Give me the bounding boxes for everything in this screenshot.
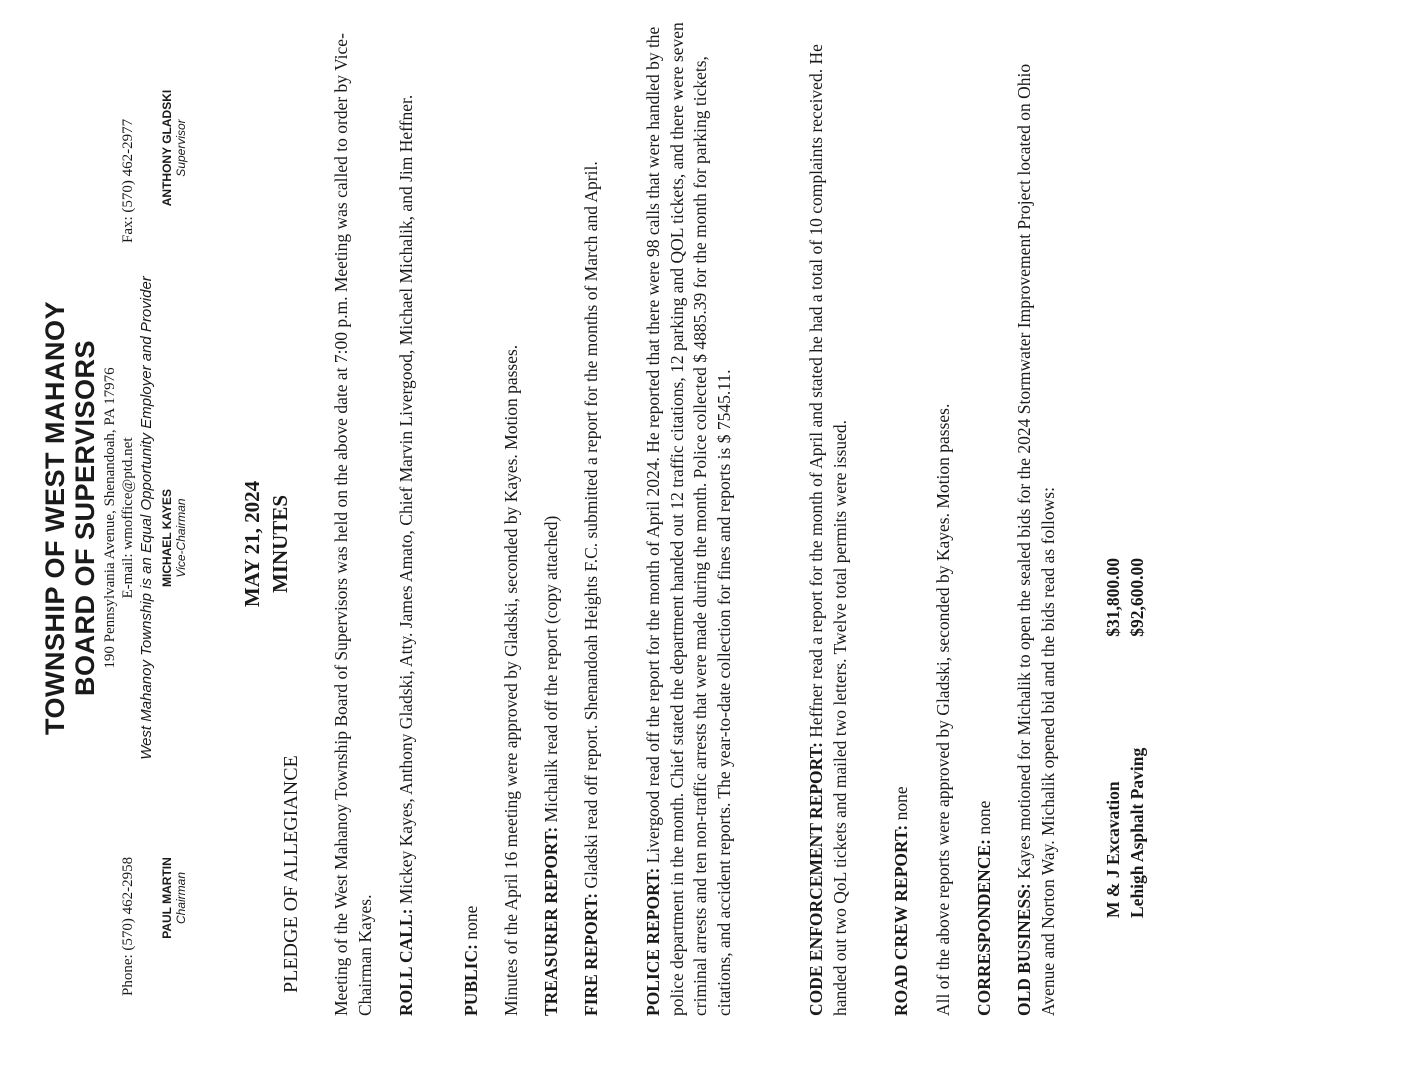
correspondence-text: none	[974, 800, 994, 840]
bidder-name: M & J Excavation	[1103, 781, 1123, 918]
pledge-of-allegiance: PLEDGE OF ALLEGIANCE	[280, 755, 302, 993]
police-label: POLICE REPORT:	[643, 867, 663, 1016]
minutes-heading: MINUTES	[268, 494, 292, 594]
road-crew-text: none	[891, 786, 911, 825]
officer-role: Vice-Chairman	[174, 498, 188, 578]
police-text: Livergood read off the report for the month of April 2024. He reported that there were 98 calls that were handled by the police department in the month. Chief stated the department handed out 12 traffic citations, 12 parking and QOL tickets, and there were seven criminal arrests and ten non-traffic arrests that were made during the month. Police collected $ 4885.39 for the month for parking tickets, citations, and accident reports. The year-to-date collection for fines and reports is $ 7545.11.	[643, 22, 734, 1016]
minutes-approval-paragraph: Minutes of the April 16 meeting were approved by Gladski, seconded by Kayes. Motion passes.	[501, 344, 521, 1016]
road-crew-label: ROAD CREW REPORT:	[891, 824, 911, 1016]
treasurer-label: TREASURER REPORT:	[541, 826, 561, 1016]
fax-number: Fax: (570) 462-2977	[120, 118, 136, 243]
old-business-label: OLD BUSINESS:	[1014, 883, 1034, 1016]
reports-approved-paragraph: All of the above reports were approved by Gladski, seconded by Kayes. Motion passes.	[933, 403, 953, 1016]
township-address: 190 Pennsylvania Avenue, Shenandoah, PA 17976	[102, 367, 118, 669]
code-enforcement-text: Heffner read a report for the month of April and stated he had a total of 10 complaints received. He handed out two QoL tickets and mailed two letters. Twelve total permits were issued.	[806, 44, 850, 1016]
letterhead-title	[40, 18, 100, 1018]
fire-label: FIRE REPORT:	[581, 892, 601, 1016]
road-crew-paragraph	[890, 16, 914, 1016]
eeo-statement: West Mahanoy Township is an Equal Opportunity Employer and Provider	[138, 276, 155, 760]
officer-name: ANTHONY GLADSKI	[160, 89, 174, 207]
old-business-text: Kayes motioned for Michalik to open the sealed bids for the 2024 Stormwater Improvement Project located on Ohio Avenue and Norton Way. Michalik opened bid and the bids read as follows:	[1014, 63, 1058, 1016]
fire-text: Gladski read off report. Shenandoah Heights F.C. submitted a report for the months of March and April.	[581, 161, 601, 893]
treasurer-text: Michalik read off the report (copy attached)	[541, 515, 561, 827]
township-name: TOWNSHIP OF WEST MAHANOY	[40, 301, 70, 736]
roll-call-label: ROLL CALL:	[396, 908, 416, 1016]
board-name: BOARD OF SUPERVISORS	[70, 339, 100, 697]
public-label: PUBLIC:	[461, 944, 481, 1016]
phone-number: Phone: (570) 462-2958	[120, 856, 136, 996]
roll-call-paragraph	[395, 16, 419, 1016]
officer-chairman	[160, 828, 188, 968]
bid-row	[1103, 558, 1127, 918]
officer-name: PAUL MARTIN	[160, 857, 174, 939]
fire-paragraph	[580, 16, 604, 1016]
officer-vice-chairman	[160, 458, 188, 618]
bidder-name: Lehigh Asphalt Paving	[1127, 747, 1147, 918]
bid-amount: $92,600.00	[1127, 558, 1147, 637]
intro-paragraph: Meeting of the West Mahanoy Township Board of Supervisors was held on the above date at 7:00 p.m. Meeting was called to order by Vice-Chairman Kayes.	[331, 33, 375, 1016]
roll-call-text: Mickey Kayes, Anthony Gladski, Atty. James Amato, Chief Marvin Livergood, Michael Michalik, and Jim Heffner.	[396, 94, 416, 909]
code-enforcement-paragraph	[805, 16, 852, 1016]
public-text: none	[461, 905, 481, 945]
code-enforcement-label: CODE ENFORCEMENT REPORT:	[806, 742, 826, 1016]
correspondence-label: CORRESPONDENCE:	[974, 839, 994, 1016]
meeting-date: MAY 21, 2024	[240, 480, 264, 608]
police-paragraph	[642, 16, 736, 1016]
officer-role: Supervisor	[174, 119, 188, 177]
public-paragraph	[460, 16, 484, 1016]
old-business-paragraph	[1013, 16, 1060, 1016]
officer-supervisor	[160, 68, 188, 228]
treasurer-paragraph	[540, 16, 564, 1016]
correspondence-paragraph	[973, 16, 997, 1016]
email-address: E-mail: wmoffice@ptd.net	[120, 437, 136, 599]
bid-amount: $31,800.00	[1103, 558, 1123, 637]
officer-name: MICHAEL KAYES	[160, 488, 174, 588]
officer-role: Chairman	[174, 871, 188, 925]
bid-row	[1127, 558, 1151, 918]
